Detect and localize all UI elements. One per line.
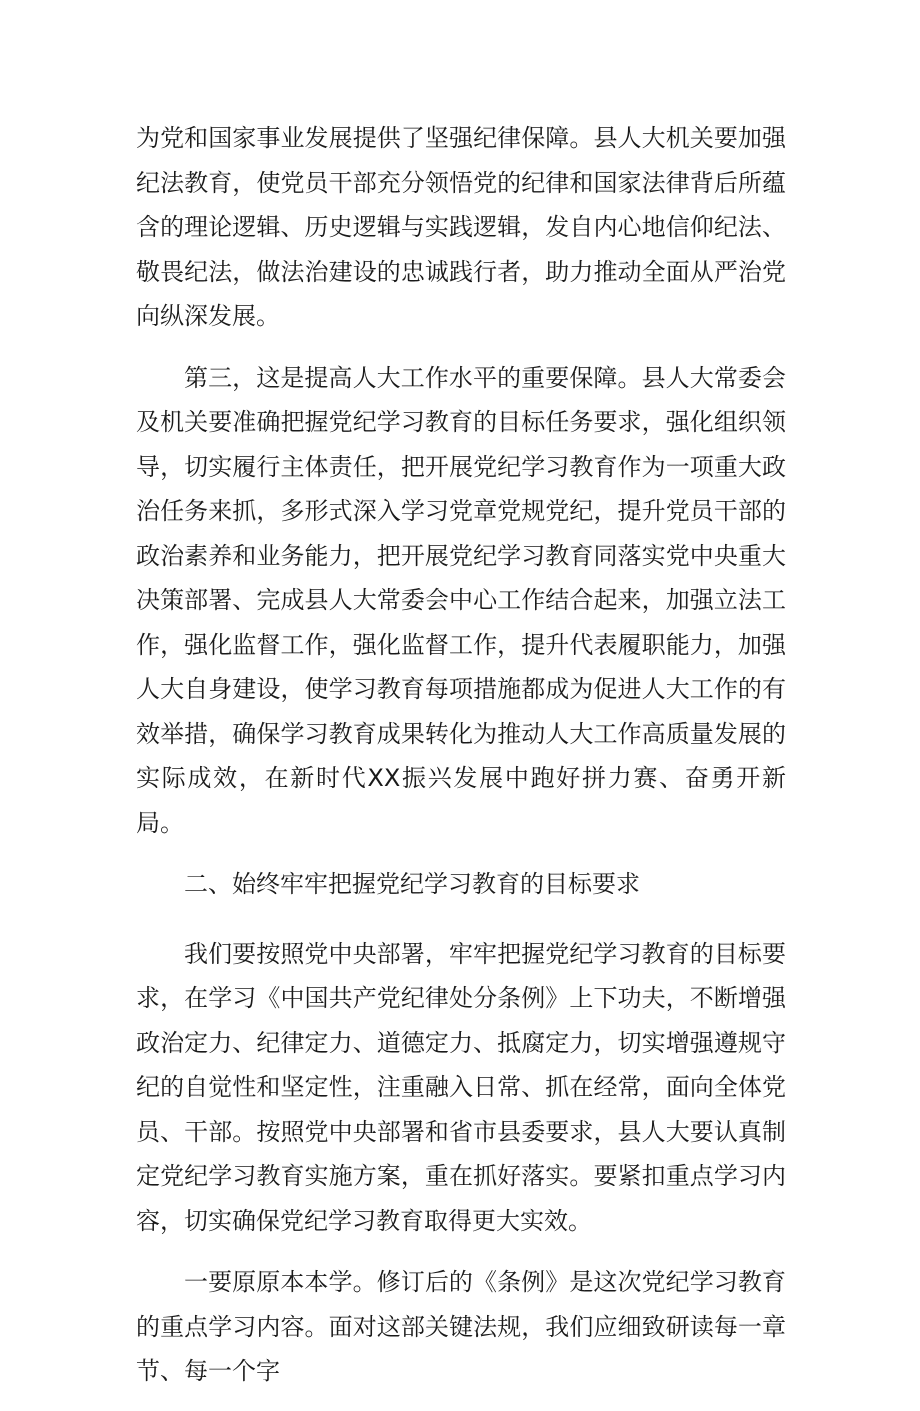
paragraph-goals: 我们要按照党中央部署，牢牢把握党纪学习教育的目标要求，在学习《中国共产党纪律处分条例》上下功夫，不断增强政治定力、纪律定力、道德定力、抵腐定力，切实增强遵规守纪的自觉性和坚定性，注重融入日常、抓在经常，面向全体党员、干部。按照党中央部署和省市县委要求，县人大要认真制定党纪学习教育实施方案，重在抓好落实。要紧扣重点学习内容，切实确保党纪学习教育取得更大实效。: [136, 939, 786, 1235]
document-body: [136, 116, 786, 1411]
paragraph-continued: 为党和国家事业发展提供了坚强纪律保障。县人大机关要加强纪法教育，使党员干部充分领悟党的纪律和国家法律背后所蕴含的理论逻辑、历史逻辑与实践逻辑，发自内心地信仰纪法、敬畏纪法，做法治建设的忠诚践行者，助力推动全面从严治党向纵深发展。: [136, 124, 786, 330]
paragraph-third-point: 第三，这是提高人大工作水平的重要保障。县人大常委会及机关要准确把握党纪学习教育的目标任务要求，强化组织领导，切实履行主体责任，把开展党纪学习教育作为一项重大政治任务来抓，多形式深入学习党章党规党纪，提升党员干部的政治素养和业务能力，把开展党纪学习教育同落实党中央重大决策部署、完成县人大常委会中心工作结合起来，加强立法工作，强化监督工作，强化监督工作，提升代表履职能力，加强人大自身建设，使学习教育每项措施都成为促进人大工作的有效举措，确保学习教育成果转化为推动人大工作高质量发展的实际成效，在新时代XX振兴发展中跑好拼力赛、奋勇开新局。: [136, 363, 786, 837]
paragraph-study: 一要原原本本学。修订后的《条例》是这次党纪学习教育的重点学习内容。面对这部关键法规，我们应细致研读每一章节、每一个字: [136, 1268, 786, 1385]
section-heading: 二、始终牢牢把握党纪学习教育的目标要求: [184, 870, 640, 898]
